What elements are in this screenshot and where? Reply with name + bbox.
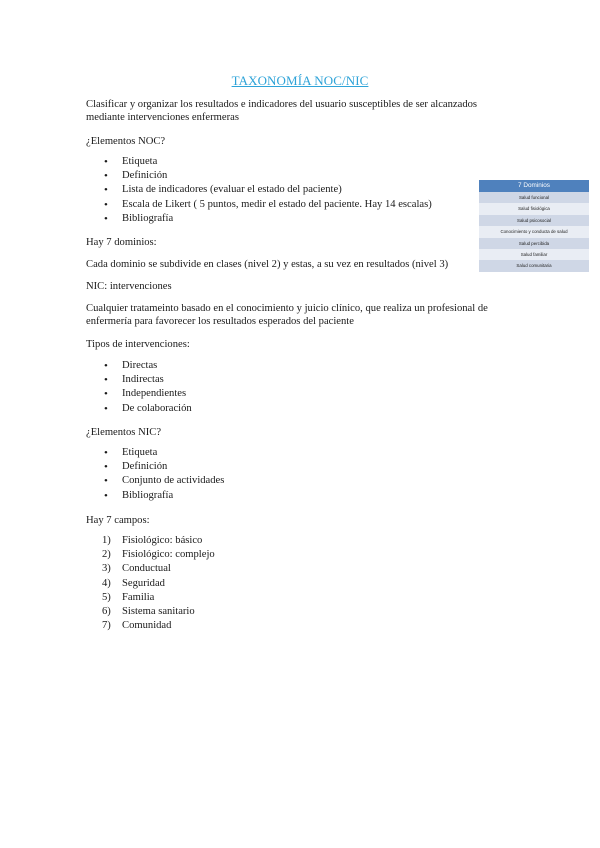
nic-definition-line-2: enfermería para favorecer los resultados esperados del paciente [86, 316, 354, 328]
domains-text: Cada dominio se subdivide en clases (nivel 2) y estas, a su vez en resultados (nivel 3) [86, 259, 449, 270]
list-item: • Definición [86, 169, 432, 183]
list-number: 4) [102, 577, 111, 589]
list-item [86, 562, 215, 576]
list-item: • Bibliografía [86, 489, 224, 503]
list-number: 6) [102, 606, 111, 618]
list-item [86, 548, 215, 562]
list-number: 3) [102, 563, 111, 575]
list-label: Fisiológico: complejo [122, 549, 215, 561]
page-title: TAXONOMÍA NOC/NIC [231, 73, 369, 88]
list-item: • Escala de Likert ( 5 puntos, medir el estado del paciente. Hay 14 escalas) [86, 198, 432, 212]
fields-list [86, 534, 215, 633]
intro-line-2: mediante intervenciones enfermeras [86, 112, 239, 124]
list-item [86, 591, 215, 605]
list-item: • Indirectas [86, 373, 192, 387]
list-item: • Bibliografía [86, 212, 432, 226]
list-number: 7) [102, 620, 111, 632]
list-label: Conductual [122, 563, 171, 575]
list-item [86, 605, 215, 619]
nic-heading: NIC: intervenciones [86, 281, 172, 292]
nic-definition [86, 302, 488, 329]
table-row: Salud psicosocial [479, 215, 589, 226]
list-label: Fisiológico: básico [122, 535, 203, 546]
list-item: • Etiqueta [86, 446, 224, 460]
list-item [86, 577, 215, 591]
list-label: Familia [122, 591, 155, 603]
list-number: 5) [102, 591, 111, 603]
nic-elements-list [86, 446, 224, 503]
list-item: • Directas [86, 359, 192, 373]
list-item [86, 619, 215, 633]
intro-paragraph [86, 98, 477, 125]
table-row: Salud familiar [479, 249, 589, 260]
domains-table-header: 7 Dominios [479, 180, 589, 192]
list-item: • Definición [86, 460, 224, 474]
list-label: Sistema sanitario [122, 606, 195, 618]
table-row: Salud comunitaria [479, 260, 589, 271]
list-item: • Lista de indicadores (evaluar el estado del paciente) [86, 183, 432, 197]
list-number: 2) [102, 549, 111, 561]
domains-table-body [479, 192, 589, 272]
list-item: • Etiqueta [86, 155, 432, 169]
list-item [86, 534, 215, 548]
intro-line-1: Clasificar y organizar los resultados e indicadores del usuario susceptibles de ser alcanzados [86, 99, 478, 110]
domains-table [479, 180, 589, 272]
noc-elements-list [86, 155, 432, 226]
noc-question: ¿Elementos NOC? [86, 136, 166, 147]
list-number: 1) [102, 535, 111, 546]
table-row: Salud fisiológica [479, 203, 589, 214]
list-item: • Independientes [86, 387, 192, 401]
table-row: Conocimiento y conducta de salud [479, 226, 589, 237]
table-row: Salud percibida [479, 238, 589, 249]
nic-definition-line-1: Cualquier tratameinto basado en el conocimiento y juicio clínico, que realiza un profesional de [86, 303, 488, 314]
domains-heading: Hay 7 dominios: [86, 237, 157, 248]
nic-question: ¿Elementos NIC? [86, 427, 162, 438]
types-heading: Tipos de intervenciones: [86, 339, 190, 350]
intervention-types-list [86, 359, 192, 416]
list-label: Comunidad [122, 620, 172, 632]
list-item: • De colaboración [86, 402, 192, 416]
list-label: Seguridad [122, 577, 165, 589]
fields-heading: Hay 7 campos: [86, 515, 150, 526]
table-row: Salud funcional [479, 192, 589, 203]
list-item: • Conjunto de actividades [86, 474, 224, 488]
